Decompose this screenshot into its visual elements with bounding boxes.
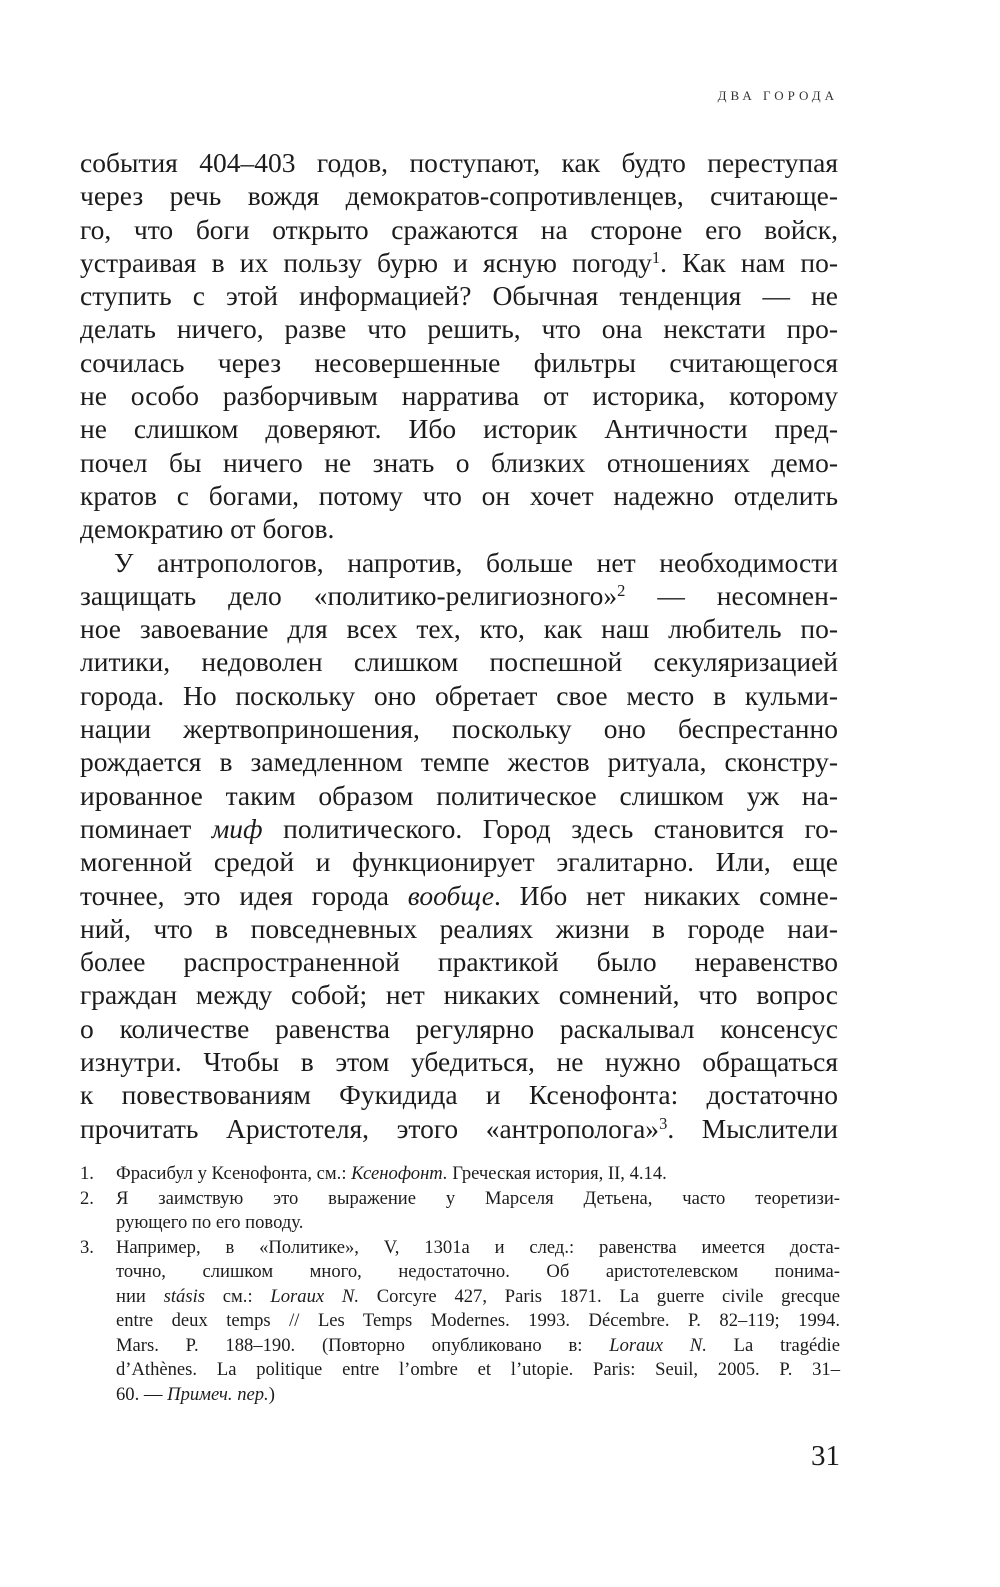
footnote-number: 2. (80, 1187, 94, 1209)
text-line: точнее, это идея города вообще. Ибо нет никаких сомне- (80, 879, 838, 911)
text-line: сочилась через несовершенные фильтры считающегося (80, 346, 838, 378)
text-line: не особо разборчивым нарратива от историка, которому (80, 380, 838, 412)
footnote-number: 1. (80, 1163, 94, 1184)
footnote-text: Например, в «Политике», V, 1301a и след.: равенства имеется доста- точно, слишком много, недостаточно. Об аристотелевском понима- нии stásis см.: Loraux N. Corcyre 427, Paris 1871. La guerre civile grecque entre deux temps // Les Temps Modernes. 1993. Décembre. P. 82–119; 1994. Mars. P. 188–190. (Повторно опубликовано в: Loraux N. La tragédie d’Athènes. La politique entre l’ombre et l’utopie. Paris: Seuil, 2005. P. 31– 60. — Примеч. пер.) (116, 1236, 840, 1405)
main-text (80, 146, 838, 1145)
footnote-1 (80, 1162, 840, 1187)
text-line: устраивая в их пользу бурю и ясную погоду$^1$. Как нам по- (80, 246, 838, 278)
text-line: к повествованиям Фукидида и Ксенофонта: достаточно (80, 1079, 838, 1111)
footnotes (80, 1162, 840, 1407)
text-line: рождается в замедленном темпе жестов ритуала, сконстру- (80, 746, 838, 778)
footnote-text: Фрасибул у Ксенофонта, см.: Ксенофонт. Греческая история, II, 4.14. (116, 1163, 667, 1184)
footnote-ref-3: 3 (659, 1113, 668, 1133)
text-line: не слишком доверяют. Ибо историк Античности пред- (80, 413, 838, 445)
text-line: о количестве равенства регулярно раскалывал консенсус (80, 1012, 838, 1044)
paragraph-1 (80, 146, 838, 546)
text-line: нации жертвоприношения, поскольку оно беспрестанно (80, 713, 838, 745)
footnote-2 (80, 1187, 840, 1236)
footnote-text: Я заимствую это выражение у Марселя Детьена, часто теоретизи- рующего по его поводу. (116, 1187, 840, 1233)
running-head: ДВА ГОРОДА (717, 88, 838, 103)
footnote-ref-2: 2 (617, 580, 626, 600)
text-line: ний, что в повседневных реалиях жизни в городе наи- (80, 912, 838, 944)
emphasis: вообще (407, 879, 494, 911)
text-line: литики, недоволен слишком поспешной секуляризацией (80, 646, 838, 678)
footnote-ref-1: 1 (651, 247, 661, 267)
text-line: поминает миф политического. Город здесь становится го- (80, 812, 838, 844)
text-line: кратов с богами, потому что он хочет надежно отделить (80, 479, 838, 511)
text-line: У антропологов, напротив, больше нет необходимости (114, 546, 838, 578)
text-line: могенной средой и функционирует эгалитарно. Или, еще (80, 846, 838, 878)
text-line: почел бы ничего не знать о близких отношениях демо- (80, 446, 838, 478)
page-number: 31 (811, 1440, 840, 1472)
text-line: прочитать Аристотеля, этого «антрополога»$^3$. Мыслители (80, 1112, 838, 1144)
text-line: более распространенной практикой было неравенство (80, 946, 838, 978)
text-line: ступить с этой информацией? Обычная тенденция — не (80, 280, 838, 312)
text-line: делать ничего, разве что решить, что она некстати про- (80, 313, 838, 345)
text-line: ное завоевание для всех тех, кто, как наш любитель по- (80, 613, 838, 645)
text-line: изнутри. Чтобы в этом убедиться, не нужно обращаться (80, 1046, 838, 1078)
text-line: го, что боги открыто сражаются на стороне его войск, (80, 213, 838, 245)
footnote-number: 3. (80, 1236, 94, 1258)
text-line: граждан между собой; нет никаких сомнений, что вопрос (80, 979, 838, 1011)
text-line: через речь вождя демократов-сопротивленцев, считающе- (80, 180, 838, 212)
text-line: ированное таким образом политическое слишком уж на- (80, 779, 838, 811)
footnote-3 (80, 1236, 840, 1408)
paragraph-2 (80, 546, 838, 1145)
text-line: демократию от богов. (80, 513, 335, 545)
text-line: защищать дело «политико-религиозного»$^2$ — несомнен- (80, 579, 838, 611)
text-line: события 404–403 годов, поступают, как будто переступая (80, 147, 838, 178)
emphasis: миф (211, 812, 263, 844)
text-line: города. Но поскольку оно обретает свое место в кульми- (80, 679, 838, 711)
